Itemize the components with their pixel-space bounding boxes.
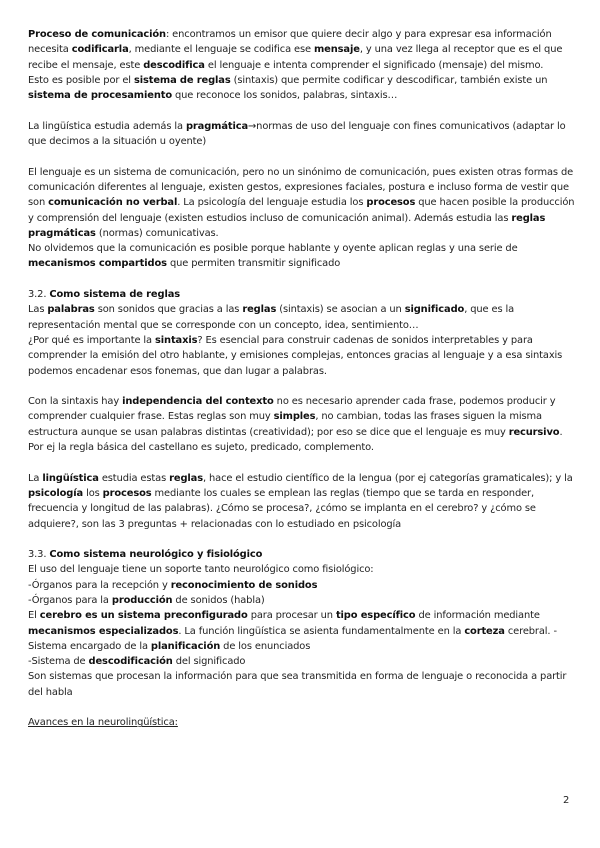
text-run: el lenguaje e intenta comprender el significado (mensaje) del mismo.	[204, 59, 544, 71]
bold-term: palabras	[47, 304, 95, 316]
text-run: La lingüística estudia además la	[28, 120, 186, 132]
bold-term: sistema de reglas	[133, 74, 231, 86]
bold-term: procesos	[366, 197, 416, 209]
text-run: de información mediante	[415, 610, 540, 622]
text-run: -Órganos para la recepción y	[28, 579, 171, 591]
text-run: . La función lingüística se asienta fundamentalmente en la	[178, 625, 465, 637]
paragraph	[28, 562, 576, 577]
text-run: (sintaxis) que permite codificar y descodificar, también existe un	[230, 74, 548, 86]
text-run: , no cambian, todas las frases siguen la misma estructura aunque se usan palabras distintas (creatividad); por eso se dice que el lenguaje es muy	[28, 411, 542, 438]
paragraph	[28, 578, 576, 593]
bold-term: Como sistema de reglas	[49, 289, 181, 301]
bold-term: Proceso de comunicación	[28, 29, 166, 40]
text-run: Esto es posible por el	[28, 74, 134, 86]
bold-term: lingüística	[42, 472, 99, 484]
bold-term: descodifica	[143, 59, 205, 71]
text-run: ? Es esencial para construir cadenas de sonidos interpretables y para comprender la emisión del otro hablante, y emisiones complejas, entonces gracias al lenguaje y a esa sintaxis podemos encadenar esos fonemas, que dan lugar a palabras.	[28, 334, 563, 377]
bold-term: psicología	[28, 487, 84, 499]
paragraph	[28, 669, 576, 700]
blank-line	[28, 272, 576, 287]
text-run: -Sistema de	[28, 656, 89, 668]
paragraph	[28, 471, 576, 532]
bold-term: comunicación no verbal	[48, 197, 178, 209]
page-number: 2	[563, 795, 570, 806]
text-run: Con la sintaxis hay	[28, 396, 123, 408]
text-run: para procesar un	[247, 610, 336, 622]
bold-term: mensaje	[314, 44, 360, 56]
bold-term: Como sistema neurológico y fisiológico	[49, 549, 263, 561]
paragraph	[28, 608, 576, 654]
document-body	[28, 27, 576, 731]
bold-term: significado	[404, 304, 465, 316]
paragraph	[28, 654, 576, 669]
text-run: -Órganos para la	[28, 594, 112, 606]
text-run: del significado	[172, 656, 246, 668]
bold-term: independencia del contexto	[122, 396, 274, 408]
text-run: La	[28, 472, 43, 484]
text-run: : encontramos un emisor que quiere decir algo y para expresar esa información necesita	[28, 29, 552, 56]
paragraph	[28, 715, 576, 730]
text-run: El uso del lenguaje tiene un soporte tanto neurológico como fisiológico:	[28, 564, 374, 576]
bold-term: reglas	[169, 472, 203, 484]
text-run: El lenguaje es un sistema de comunicación, pero no un sinónimo de comunicación, pues existen otras formas de comunicación diferentes al lenguaje, existen gestos, expresiones faciales, postura e incluso forma de vestir que son	[28, 166, 574, 209]
text-run: cerebral. -Sistema encargado de la	[28, 625, 557, 652]
paragraph	[28, 547, 576, 562]
text-run: no es necesario aprender cada frase, podemos producir y comprender cualquier frase. Estas reglas son muy	[28, 396, 556, 423]
bold-term: procesos	[102, 487, 152, 499]
text-run: que hacen posible la producción y comprensión del lenguaje (existen estudios incluso de comunicación animal). Además estudia las	[28, 197, 575, 224]
text-run: de sonidos (habla)	[172, 594, 265, 606]
bold-term: recursivo	[508, 426, 560, 438]
text-run: ¿Por qué es importante la	[28, 334, 156, 346]
blank-line	[28, 455, 576, 470]
bold-term: reglas pragmáticas	[28, 212, 546, 239]
blank-line	[28, 532, 576, 547]
text-run: , mediante el lenguaje se codifica ese	[128, 44, 314, 56]
text-run: (sintaxis) se asocian a un	[276, 304, 405, 316]
text-run: son sonidos que gracias a las	[94, 304, 243, 316]
text-run: . Por ej la regla básica del castellano es sujeto, predicado, complemento.	[28, 426, 563, 454]
paragraph	[28, 333, 576, 379]
text-run: que permiten transmitir significado	[166, 258, 341, 270]
text-run: 3.3.	[28, 549, 50, 561]
paragraph	[28, 27, 576, 73]
bold-term: reconocimiento de sonidos	[170, 579, 318, 591]
bold-term: cerebro es un sistema preconfigurado	[39, 610, 248, 622]
paragraph	[28, 302, 576, 333]
text-run: , y una vez llega al receptor que es el que recibe el mensaje, este	[28, 44, 563, 71]
bold-term: pragmática	[185, 120, 249, 132]
bold-term: planificación	[150, 640, 221, 652]
text-run: estudia estas	[98, 472, 170, 484]
paragraph	[28, 593, 576, 608]
bold-term: codificarla	[71, 44, 129, 56]
paragraph	[28, 73, 576, 104]
paragraph	[28, 165, 576, 241]
paragraph	[28, 119, 576, 150]
blank-line	[28, 379, 576, 394]
bold-term: simples	[273, 411, 316, 423]
text-run: No olvidemos que la comunicación es posible porque hablante y oyente aplican reglas y una serie de	[28, 243, 518, 255]
text-run: de los enunciados	[220, 640, 311, 652]
text-run: que reconoce los sonidos, palabras, sintaxis…	[172, 90, 398, 102]
text-run: mediante los cuales se emplean las reglas (tiempo que se tarda en responder, frecuencia y longitud de las palabras). ¿Cómo se procesa?, ¿cómo se implanta en el cerebro? y ¿cómo se adquiere?, son las 3 preguntas + relacionadas con lo estudiado en psicología	[28, 487, 536, 530]
bold-term: mecanismos especializados	[28, 625, 179, 637]
blank-line	[28, 103, 576, 118]
bold-term: tipo específico	[335, 610, 416, 622]
paragraph	[28, 241, 576, 272]
bold-term: sintaxis	[155, 334, 198, 346]
text-run: Las	[28, 304, 48, 316]
bold-term: producción	[111, 594, 173, 606]
bold-term: mecanismos compartidos	[28, 258, 167, 270]
underlined-heading: Avances en la neurolingüística:	[28, 717, 178, 729]
text-run: , que es la representación mental que se corresponde con un concepto, idea, sentimiento…	[28, 304, 515, 331]
blank-line	[28, 149, 576, 164]
bold-term: reglas	[242, 304, 277, 316]
text-run: →normas de uso del lenguaje con fines comunicativos (adaptar lo que decimos a la situación u oyente)	[28, 120, 566, 148]
text-run: Son sistemas que procesan la información para que sea transmitida en forma de lenguaje o reconocida a partir del habla	[28, 671, 567, 698]
bold-term: corteza	[464, 625, 505, 637]
paragraph	[28, 394, 576, 455]
text-run: . La psicología del lenguaje estudia los	[177, 197, 367, 209]
text-run: 3.2.	[28, 289, 50, 301]
bold-term: sistema de procesamiento	[28, 90, 172, 102]
text-run: (normas) comunicativas.	[95, 227, 219, 239]
paragraph	[28, 287, 576, 302]
text-run: , hace el estudio científico de la lengua (por ej categorías gramaticales); y la	[202, 472, 573, 484]
text-run: El	[28, 610, 40, 622]
text-run: los	[83, 487, 103, 499]
bold-term: descodificación	[88, 656, 173, 668]
blank-line	[28, 700, 576, 715]
